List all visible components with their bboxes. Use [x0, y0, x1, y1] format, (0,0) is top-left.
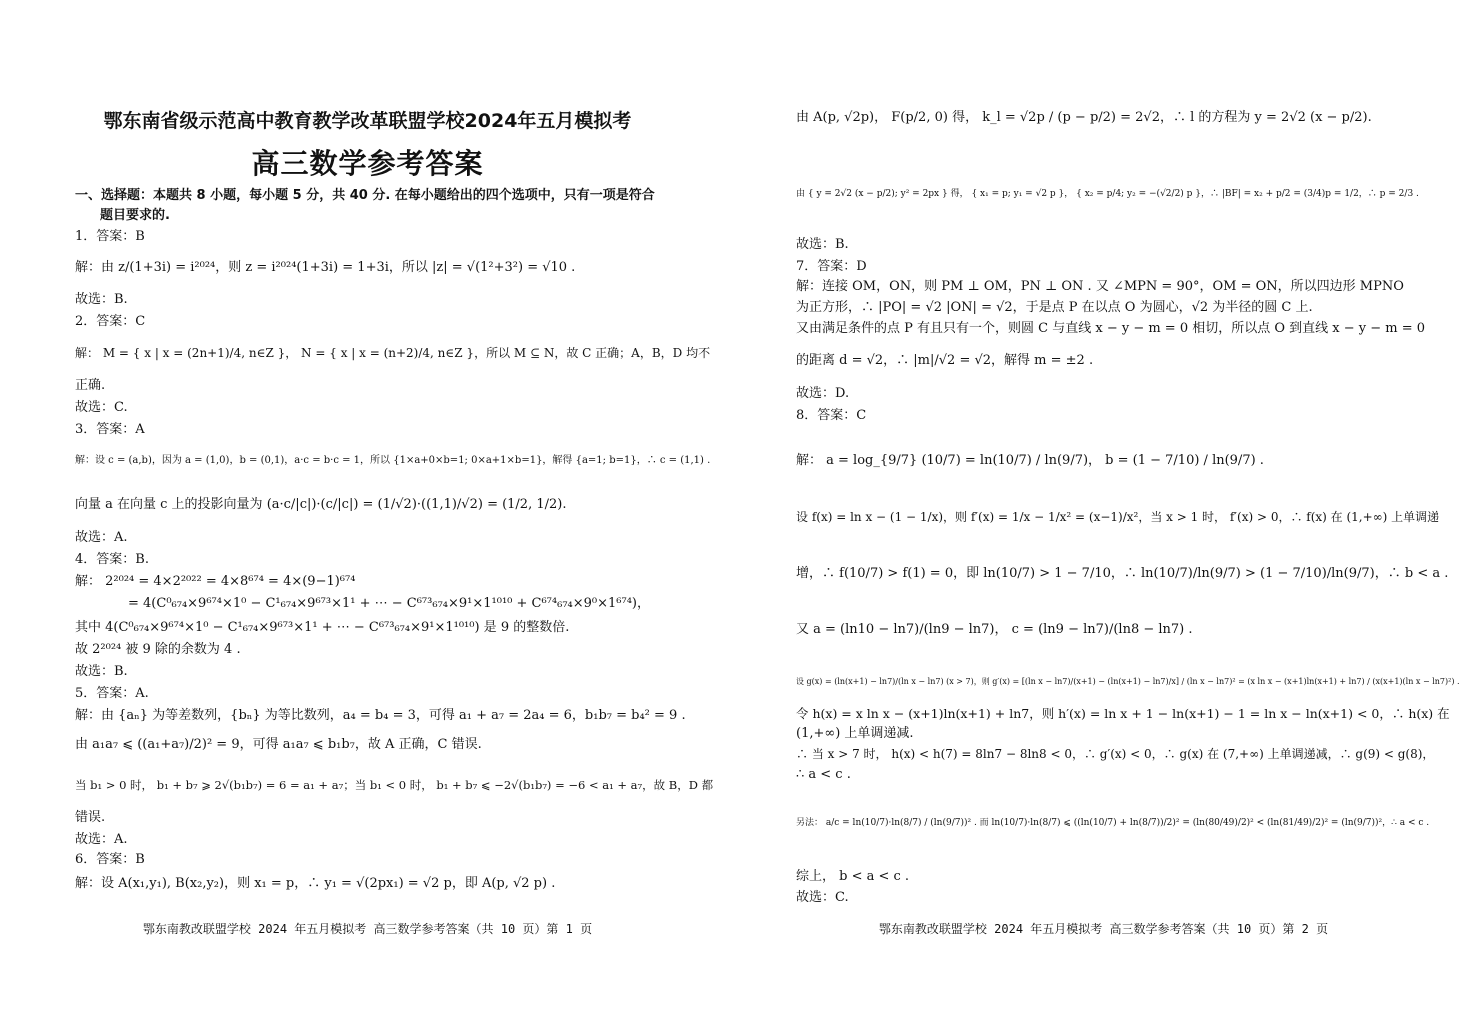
exam-title: 鄂东南省级示范高中教育教学改革联盟学校2024年五月模拟考	[103, 110, 632, 132]
solution-line: = 4(C⁰₆₇₄×9⁶⁷⁴×1⁰ − C¹₆₇₄×9⁶⁷³×1¹ + ⋯ − C⁶⁷³₆₇₄×9¹×1¹⁰¹⁰ + C⁶⁷⁴₆₇₄×9⁰×1⁶⁷⁴)，	[128, 596, 650, 611]
solution-line: 由 { y = 2√2 (x − p/2); y² = 2px } 得， { x₁ = p; y₁ = √2 p }， { x₂ = p/4; y₂ = −(√2/2) p }，∴ |BF| = x₂ + p/2 = (3/4)p = 1/2，∴ p = 2/3 .	[796, 189, 1419, 199]
solution-line: 综上， b < a < c .	[796, 869, 910, 884]
solution-line: 设 f(x) = ln x − (1 − 1/x)，则 f′(x) = 1/x − 1/x² = (x−1)/x²，当 x > 1 时， f′(x) > 0，∴ f(x) 在 (1,+∞) 上单调递	[796, 510, 1440, 524]
choice-line: 故选：B.	[75, 292, 128, 307]
page-footer: 鄂东南教改联盟学校 2024 年五月模拟考 高三数学参考答案（共 10 页）第 1 页	[142, 922, 593, 936]
page-footer: 鄂东南教改联盟学校 2024 年五月模拟考 高三数学参考答案（共 10 页）第 2 页	[878, 922, 1329, 936]
solution-line: 由 a₁a₇ ⩽ ((a₁+a₇)/2)² = 9，可得 a₁a₇ ⩽ b₁b₇，故 A 正确，C 错误.	[75, 737, 482, 752]
solution-line: 解： 2²⁰²⁴ = 4×2²⁰²² = 4×8⁶⁷⁴ = 4×(9−1)⁶⁷⁴	[75, 574, 356, 589]
solution-line: 令 h(x) = x ln x − (x+1)ln(x+1) + ln7，则 h′(x) = ln x + 1 − ln(x+1) − 1 = ln x − ln(x+1) < 0，∴ h(x) 在	[796, 706, 1450, 721]
solution-line: 解：设 c = (a,b)，因为 a = (1,0)，b = (0,1)，a·c = b·c = 1，所以 {1×a+0×b=1; 0×a+1×b=1}，解得 {a=1; b=1}，∴ c = (1,1) .	[75, 455, 711, 466]
solution-line: ∴ a < c .	[796, 767, 851, 782]
solution-line: 设 g(x) = (ln(x+1) − ln7)/(ln x − ln7) (x > 7)，则 g′(x) = [(ln x − ln7)/(x+1) − (ln(x+1) − ln7)/x] / (ln x − ln7)² = (x ln x − (x+1)ln(x+1) + ln7) / (x(x+1)(ln x − ln7)²) .	[796, 677, 1460, 686]
answer-line: 5．答案：A.	[75, 686, 149, 701]
solution-line: 当 b₁ > 0 时， b₁ + b₇ ⩾ 2√(b₁b₇) = 6 = a₁ + a₇；当 b₁ < 0 时， b₁ + b₇ ⩽ −2√(b₁b₇) = −6 < a₁ + a₇，故 B，D 都	[75, 778, 714, 792]
solution-line: 由 A(p, √2p)， F(p/2, 0) 得， k_l = √2p / (p − p/2) = 2√2，∴ l 的方程为 y = 2√2 (x − p/2).	[796, 110, 1372, 125]
choice-line: 故选：A.	[75, 530, 128, 545]
choice-line: 故选：D.	[796, 386, 850, 401]
answer-line: 2．答案：C	[75, 314, 146, 329]
solution-line: 又由满足条件的点 P 有且只有一个，则圆 C 与直线 x − y − m = 0 相切，所以点 O 到直线 x − y − m = 0	[796, 321, 1426, 336]
solution-line: 解：连接 OM，ON，则 PM ⊥ OM，PN ⊥ ON . 又 ∠MPN = 90°，OM = ON，所以四边形 MPNO	[796, 279, 1404, 294]
choice-line: 故选：B.	[75, 664, 128, 679]
solution-line: ∴ 当 x > 7 时， h(x) < h(7) = 8ln7 − 8ln8 < 0，∴ g′(x) < 0，∴ g(x) 在 (7,+∞) 上单调递减，∴ g(9) < g(8)，	[796, 747, 1435, 761]
section-heading-cont: 题目要求的.	[100, 208, 170, 223]
answer-line: 1．答案：B	[75, 229, 145, 244]
choice-line: 故选：B.	[796, 237, 849, 252]
solution-line: 其中 4(C⁰₆₇₄×9⁶⁷⁴×1⁰ − C¹₆₇₄×9⁶⁷³×1¹ + ⋯ − C⁶⁷³₆₇₄×9¹×1¹⁰¹⁰) 是 9 的整数倍.	[75, 620, 570, 635]
solution-line: 的距离 d = √2，∴ |m|/√2 = √2，解得 m = ±2 .	[796, 353, 1094, 368]
choice-line: 故选：C.	[796, 890, 849, 905]
choice-line: 故选：A.	[75, 832, 128, 847]
page-1	[0, 0, 735, 1021]
solution-line: 增，∴ f(10/7) > f(1) = 0，即 ln(10/7) > 1 − 7/10，∴ ln(10/7)/ln(9/7) > (1 − 7/10)/ln(9/7)，∴ b < a .	[796, 566, 1449, 581]
answer-line: 8．答案：C	[796, 408, 867, 423]
answer-line: 7．答案：D	[796, 259, 867, 274]
solution-line: 解： M = { x | x = (2n+1)/4, n∈Z }， N = { x | x = (n+2)/4, n∈Z }，所以 M ⊆ N，故 C 正确；A，B，D 均不	[75, 346, 711, 360]
page-2	[736, 0, 1471, 1021]
answer-line: 4．答案：B.	[75, 552, 149, 567]
solution-line: 故 2²⁰²⁴ 被 9 除的余数为 4 .	[75, 642, 241, 657]
solution-line: 向量 a 在向量 c 上的投影向量为 (a·c/|c|)·(c/|c|) = (1/√2)·((1,1)/√2) = (1/2, 1/2).	[75, 497, 567, 512]
solution-line: 解： a = log_{9/7} (10/7) = ln(10/7) / ln(9/7)， b = (1 − 7/10) / ln(9/7) .	[796, 453, 1264, 468]
answer-title: 高三数学参考答案	[251, 147, 484, 180]
solution-line: 正确.	[75, 378, 106, 393]
solution-line: (1,+∞) 上单调递减.	[796, 726, 914, 741]
solution-line: 另法： a/c = ln(10/7)·ln(8/7) / (ln(9/7))² . 而 ln(10/7)·ln(8/7) ⩽ ((ln(10/7) + ln(8/7))/2)² = (ln(80/49)/2)² < (ln(81/49)/2)² = (ln(9/7))²，∴ a < c .	[796, 818, 1430, 828]
answer-line: 6．答案：B	[75, 852, 145, 867]
solution-line: 解：由 {aₙ} 为等差数列，{bₙ} 为等比数列，a₄ = b₄ = 3，可得 a₁ + a₇ = 2a₄ = 6，b₁b₇ = b₄² = 9 .	[75, 708, 686, 723]
solution-line: 为正方形，∴ |PO| = √2 |ON| = √2，于是点 P 在以点 O 为圆心，√2 为半径的圆 C 上.	[796, 300, 1313, 315]
section-heading: 一、选择题：本题共 8 小题，每小题 5 分，共 40 分. 在每小题给出的四个选项中，只有一项是符合	[75, 188, 655, 203]
solution-line: 解：由 z/(1+3i) = i²⁰²⁴，则 z = i²⁰²⁴(1+3i) = 1+3i，所以 |z| = √(1²+3²) = √10 .	[75, 260, 576, 275]
solution-line: 错误.	[75, 810, 106, 825]
solution-line: 解：设 A(x₁,y₁), B(x₂,y₂)，则 x₁ = p，∴ y₁ = √(2px₁) = √2 p，即 A(p, √2 p) .	[75, 876, 556, 891]
answer-line: 3．答案：A	[75, 422, 145, 437]
choice-line: 故选：C.	[75, 400, 128, 415]
solution-line: 又 a = (ln10 − ln7)/(ln9 − ln7)， c = (ln9 − ln7)/(ln8 − ln7) .	[796, 622, 1193, 637]
